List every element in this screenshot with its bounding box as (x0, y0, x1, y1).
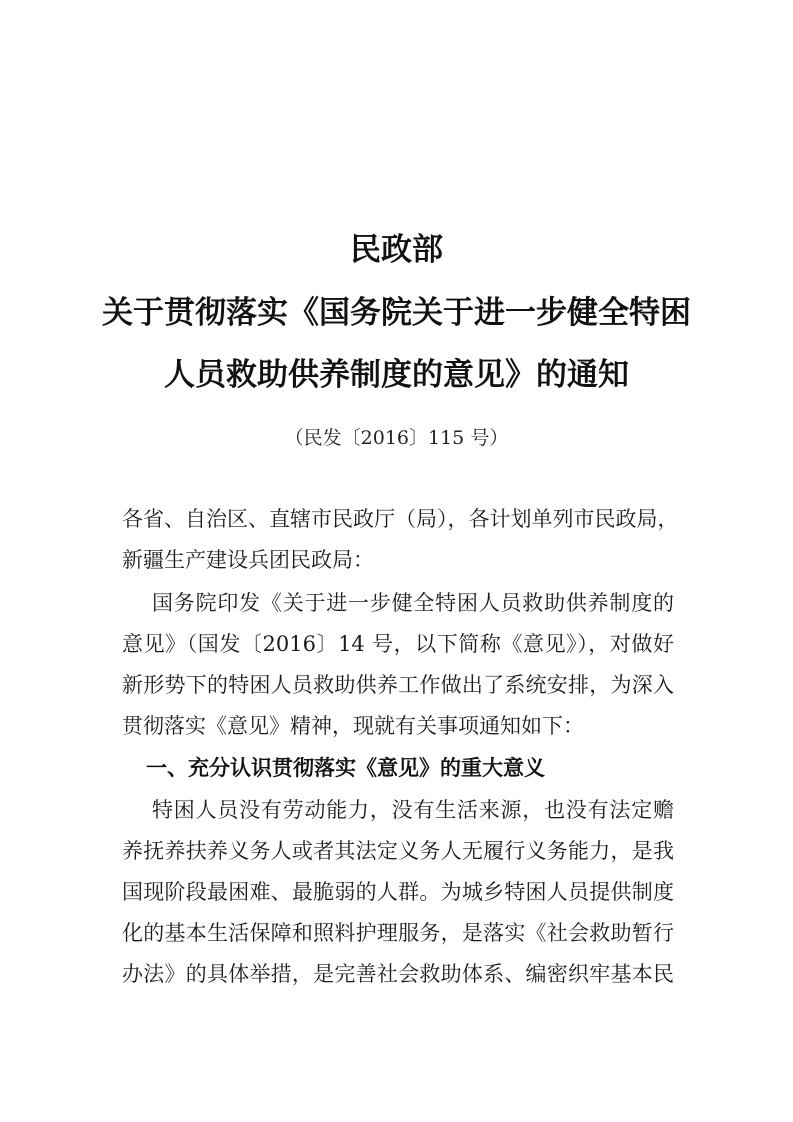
section1-line-1: 特困人员没有劳动能力，没有生活来源，也没有法定赡 (152, 798, 674, 822)
section1-line-5: 办法》的具体举措，是完善社会救助体系、编密织牢基本民 (122, 962, 674, 986)
intro-line-3: 新形势下的特困人员救助供养工作做出了系统安排，为深入 (122, 673, 674, 697)
document-title-line-2: 关于贯彻落实《国务院关于进一步健全特困 (102, 295, 691, 331)
document-title-line-3: 人员救助供养制度的意见》的通知 (164, 357, 629, 393)
section1-line-2: 养抚养扶养义务人或者其法定义务人无履行义务能力，是我 (122, 839, 674, 863)
intro-line-2: 意见》（国发〔2016〕14 号，以下简称《意见》），对做好 (122, 632, 674, 656)
salutation-line-1: 各省、自治区、直辖市民政厅（局），各计划单列市民政局， (122, 507, 679, 531)
section-heading-1: 一、充分认识贯彻落实《意见》的重大意义 (146, 755, 545, 780)
document-number: （民发〔2016〕115 号） (284, 427, 509, 449)
salutation-line-2: 新疆生产建设兵团民政局： (122, 548, 374, 572)
section1-line-3: 国现阶段最困难、最脆弱的人群。为城乡特困人员提供制度 (122, 880, 674, 904)
section1-line-4: 化的基本生活保障和照料护理服务，是落实《社会救助暂行 (122, 921, 674, 945)
intro-line-1: 国务院印发《关于进一步健全特困人员救助供养制度的 (152, 591, 674, 615)
intro-line-4: 贯彻落实《意见》精神，现就有关事项通知如下： (122, 714, 584, 738)
document-title-line-1: 民政部 (350, 232, 443, 268)
